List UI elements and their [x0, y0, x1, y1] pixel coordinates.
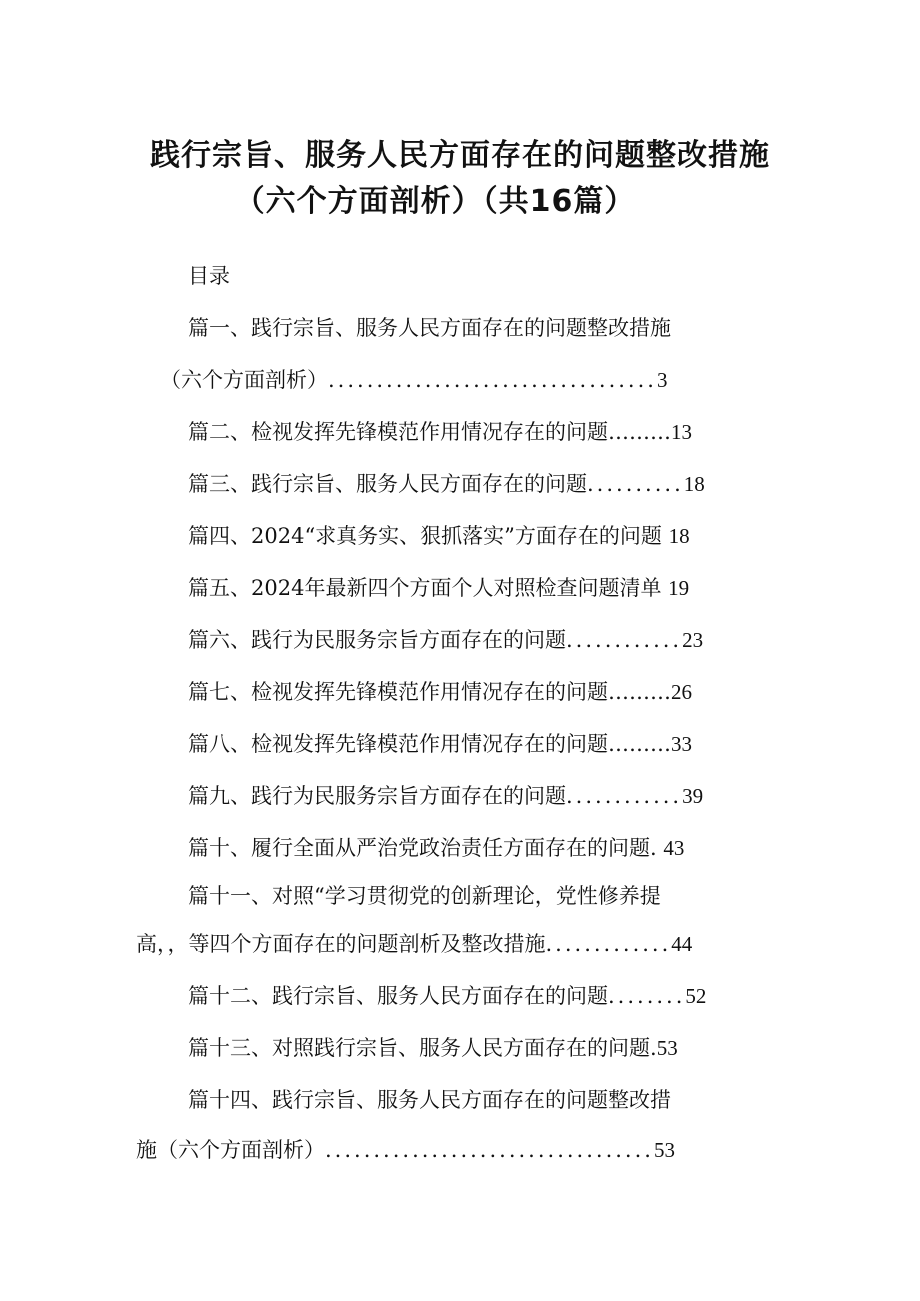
toc-entry-text: 高，，等四个方面存在的问题剖析及整改措施	[136, 932, 546, 956]
toc-leader-dots: ..................................	[328, 368, 657, 392]
toc-page-number: 39	[682, 784, 704, 808]
toc-page-number: 53	[653, 1138, 675, 1162]
toc-entry-7[interactable]	[188, 678, 692, 706]
toc-entry-14-line2[interactable]	[136, 1136, 675, 1164]
toc-page-number: 13	[671, 420, 692, 444]
toc-leader-dots: ..........	[587, 472, 684, 496]
toc-entry-3[interactable]	[188, 470, 705, 498]
toc-leader-dots: .	[650, 1036, 657, 1060]
toc-entry-text: 篇六、践行为民服务宗旨方面存在的问题	[188, 628, 566, 652]
toc-entry-9[interactable]	[188, 782, 703, 810]
toc-entry-text: 篇十、履行全面从严治党政治责任方面存在的问题	[188, 836, 650, 860]
toc-entry-text: 篇二、检视发挥先锋模范作用情况存在的问题	[188, 420, 608, 444]
toc-entry-4[interactable]	[188, 522, 690, 550]
toc-entry-2[interactable]	[188, 418, 692, 446]
toc-leader-dots: .	[650, 836, 664, 860]
toc-entry-14-line1[interactable]: 篇十四、践行宗旨、服务人民方面存在的问题整改措	[188, 1088, 671, 1112]
toc-heading: 目录	[188, 264, 230, 288]
toc-entry-10[interactable]	[188, 834, 684, 862]
toc-page-number: 44	[671, 932, 693, 956]
toc-entry-text: 篇九、践行为民服务宗旨方面存在的问题	[188, 784, 566, 808]
toc-entry-text: 篇十三、对照践行宗旨、服务人民方面存在的问题	[188, 1036, 650, 1060]
toc-entry-11-line1[interactable]: 篇十一、对照“学习贯彻党的创新理论，党性修养提	[188, 884, 661, 908]
document-title-line2: （六个方面剖析）（共16篇）	[234, 184, 636, 219]
toc-entry-6[interactable]	[188, 626, 703, 654]
toc-leader-dots: .............	[545, 932, 672, 956]
toc-entry-text: 篇八、检视发挥先锋模范作用情况存在的问题	[188, 732, 608, 756]
document-title-line1: 践行宗旨、服务人民方面存在的问题整改措施	[150, 138, 770, 173]
toc-page-number: 53	[656, 1036, 678, 1060]
toc-entry-1-line2[interactable]	[160, 366, 667, 394]
toc-leader-dots: ............	[566, 628, 683, 652]
toc-page-number: 18	[668, 524, 690, 548]
toc-entry-11-line2[interactable]	[136, 930, 692, 958]
toc-entry-text: 篇三、践行宗旨、服务人民方面存在的问题	[188, 472, 587, 496]
toc-leader-dots: ………	[608, 732, 671, 756]
toc-leader-dots	[662, 524, 669, 548]
toc-entry-1-line1[interactable]: 篇一、践行宗旨、服务人民方面存在的问题整改措施	[188, 316, 671, 340]
toc-entry-8[interactable]	[188, 730, 692, 758]
toc-entry-text: 篇五、2024年最新四个方面个人对照检查问题清单	[188, 576, 662, 600]
toc-page-number: 33	[671, 732, 692, 756]
toc-entry-text: 施（六个方面剖析）	[136, 1138, 325, 1162]
toc-leader-dots: ........	[608, 984, 686, 1008]
toc-page-number: 52	[685, 984, 707, 1008]
toc-entry-13[interactable]	[188, 1034, 678, 1062]
toc-page-number: 3	[656, 368, 668, 392]
toc-leader-dots: ………	[608, 680, 671, 704]
toc-page-number: 26	[671, 680, 692, 704]
toc-entry-text: （六个方面剖析）	[160, 368, 328, 392]
toc-entry-text: 篇四、2024“求真务实、狠抓落实”方面存在的问题	[188, 524, 662, 548]
toc-entry-text: 篇十二、践行宗旨、服务人民方面存在的问题	[188, 984, 608, 1008]
toc-entry-text: 篇七、检视发挥先锋模范作用情况存在的问题	[188, 680, 608, 704]
toc-entry-12[interactable]	[188, 982, 706, 1010]
toc-page-number: 23	[682, 628, 704, 652]
toc-entry-5[interactable]	[188, 574, 689, 602]
toc-leader-dots: ............	[566, 784, 683, 808]
toc-page-number: 19	[668, 576, 690, 600]
toc-page-number: 18	[683, 472, 705, 496]
toc-leader-dots: ………	[608, 420, 671, 444]
toc-page-number: 43	[663, 836, 685, 860]
toc-leader-dots: ..................................	[325, 1138, 654, 1162]
